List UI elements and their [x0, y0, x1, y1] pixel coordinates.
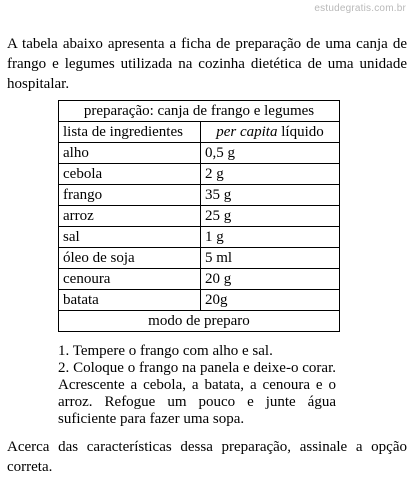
header-per-capita-italic: per capita [216, 124, 278, 140]
quantity-cell: 1 g [201, 227, 340, 248]
table-row [59, 164, 340, 185]
ingredient-cell: óleo de soja [59, 248, 201, 269]
quantity-cell: 2 g [201, 164, 340, 185]
quantity-cell: 20g [201, 290, 340, 311]
table-title: preparação: canja de frango e legumes [59, 101, 340, 122]
intro-paragraph: A tabela abaixo apresenta a ficha de preparação de uma canja de frango e legumes utilizada na cozinha dietética de uma unidade hospitalar. [7, 36, 407, 92]
header-per-capita [201, 122, 340, 143]
table-row [59, 227, 340, 248]
quantity-cell: 0,5 g [201, 143, 340, 164]
table-row [59, 143, 340, 164]
ingredient-cell: arroz [59, 206, 201, 227]
header-per-capita-rest: líquido [277, 124, 324, 140]
table-header-row [59, 122, 340, 143]
table-row [59, 290, 340, 311]
question-prompt: Acerca das características dessa preparação, assinale a opção correta. [7, 439, 407, 475]
method-title: modo de preparo [59, 311, 340, 332]
ingredient-cell: batata [59, 290, 201, 311]
table-row [59, 206, 340, 227]
step-1: 1. Tempere o frango com alho e sal. [58, 343, 273, 359]
table-row [59, 269, 340, 290]
quantity-cell: 35 g [201, 185, 340, 206]
table-row [59, 185, 340, 206]
watermark: estudegratis.com.br [314, 3, 406, 14]
quantity-cell: 25 g [201, 206, 340, 227]
ingredient-cell: alho [59, 143, 201, 164]
ingredient-cell: frango [59, 185, 201, 206]
quantity-cell: 5 ml [201, 248, 340, 269]
ingredient-cell: cebola [59, 164, 201, 185]
ingredient-cell: sal [59, 227, 201, 248]
step-2: 2. Coloque o frango na panela e deixe-o corar. Acrescente a cebola, a batata, a cenoura e o arroz. Refogue um pouco e junte água suficiente para fazer uma sopa. [58, 360, 336, 427]
preparation-steps [58, 343, 336, 428]
recipe-table [58, 100, 340, 332]
header-ingredients: lista de ingredientes [59, 122, 201, 143]
table-row [59, 248, 340, 269]
ingredient-cell: cenoura [59, 269, 201, 290]
quantity-cell: 20 g [201, 269, 340, 290]
